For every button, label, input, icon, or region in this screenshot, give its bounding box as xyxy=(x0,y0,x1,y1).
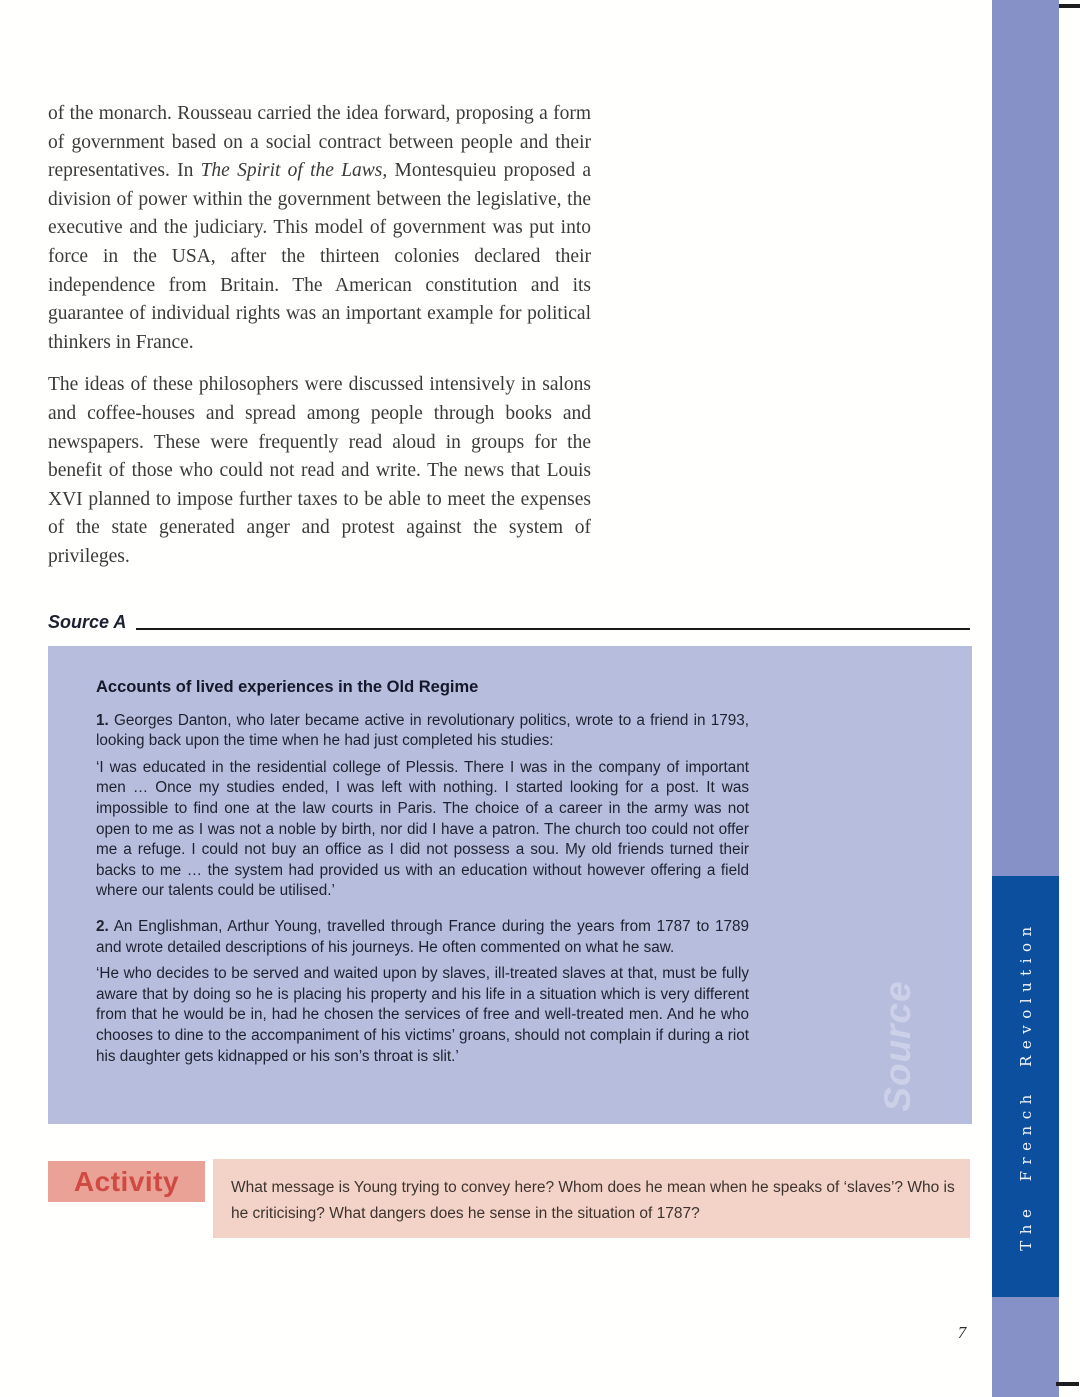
crop-mark-bottom xyxy=(1056,1382,1079,1386)
source-item-2-intro-text: An Englishman, Arthur Young, travelled through France during the years from 1787 to 1789 and wrote detailed descriptions of his journeys. He often commented on what he saw. xyxy=(96,917,749,956)
paragraph1-text-before: of the monarch. Rousseau carried the idea forward, proposing a form of government based on a social contract between people and their representatives. In xyxy=(48,103,591,182)
activity-label: Activity xyxy=(48,1161,205,1202)
source-item-1-intro-text: Georges Danton, who later became active in revolutionary politics, wrote to a friend in 1793, looking back upon the time when he had just completed his studies: xyxy=(96,711,750,750)
chapter-title-vertical: The French Revolution xyxy=(1016,920,1035,1251)
chapter-title-band xyxy=(992,876,1059,1297)
book-title-spirit-of-the-laws: The Spirit of the Laws, xyxy=(200,160,388,182)
crop-mark-top xyxy=(1059,4,1080,8)
source-a-header xyxy=(48,612,970,633)
source-item-1-number: 1. xyxy=(96,711,109,729)
source-box-content xyxy=(96,677,749,1082)
source-item-2-number: 2. xyxy=(96,917,109,935)
paragraph1-text-after: Montesquieu proposed a division of power within the government between the legislative, the executive and the judiciary. This model of government was put into force in the USA, after the thirteen colonies declared their independence from Britain. The American constitution and its guarantee of individual rights was an important example for political thinkers in France. xyxy=(48,160,592,353)
source-item-1-quote: ‘I was educated in the residential college of Plessis. There I was in the company of important men … Once my studies ended, I was left with nothing. I started looking for a post. It was impossible to find one at the law courts in Paris. The choice of a career in the army was not open to me as I was not a noble by birth, nor did I have a patron. The church too could not offer me a refuge. I could not buy an office as I did not possess a sou. My old friends turned their backs to me … the system had provided us with an education without however offering a field where our talents could be utilised.’ xyxy=(96,758,749,900)
source-box xyxy=(48,646,972,1124)
source-item-2-intro xyxy=(96,917,749,958)
main-text-column xyxy=(48,100,591,572)
paragraph-salons: The ideas of these philosophers were discussed intensively in salons and coffee-houses and spread among people through books and newspapers. These were frequently read aloud in groups for the benefit of those who could not read and write. The news that Louis XVI planned to impose further taxes to be able to meet the expenses of the state generated anger and protest against the system of privileges. xyxy=(48,374,591,567)
source-a-rule xyxy=(136,628,970,630)
source-a-label: Source A xyxy=(48,612,127,632)
activity-question: What message is Young trying to convey here? Whom does he mean when he speaks of ‘slaves’? Who is he criticising? What dangers does he sense in the situation of 1787? xyxy=(213,1159,970,1238)
chapter-side-band xyxy=(992,0,1059,1397)
source-vertical-watermark: Source xyxy=(877,980,918,1112)
page-number: 7 xyxy=(957,1323,967,1342)
source-item-1-intro xyxy=(96,711,749,752)
source-item-2-quote: ‘He who decides to be served and waited upon by slaves, ill-treated slaves at that, must be fully aware that by doing so he is placing his property and his life in a situation which is very different from that he would be in, had he chosen the services of free and well-treated men. And he who chooses to dine to the accompaniment of his victims’ groans, should not complain if during a riot his daughter gets kidnapped or his son’s throat is slit.’ xyxy=(96,965,749,1065)
source-box-title: Accounts of lived experiences in the Old Regime xyxy=(96,678,479,696)
paragraph-philosophers xyxy=(48,100,591,357)
